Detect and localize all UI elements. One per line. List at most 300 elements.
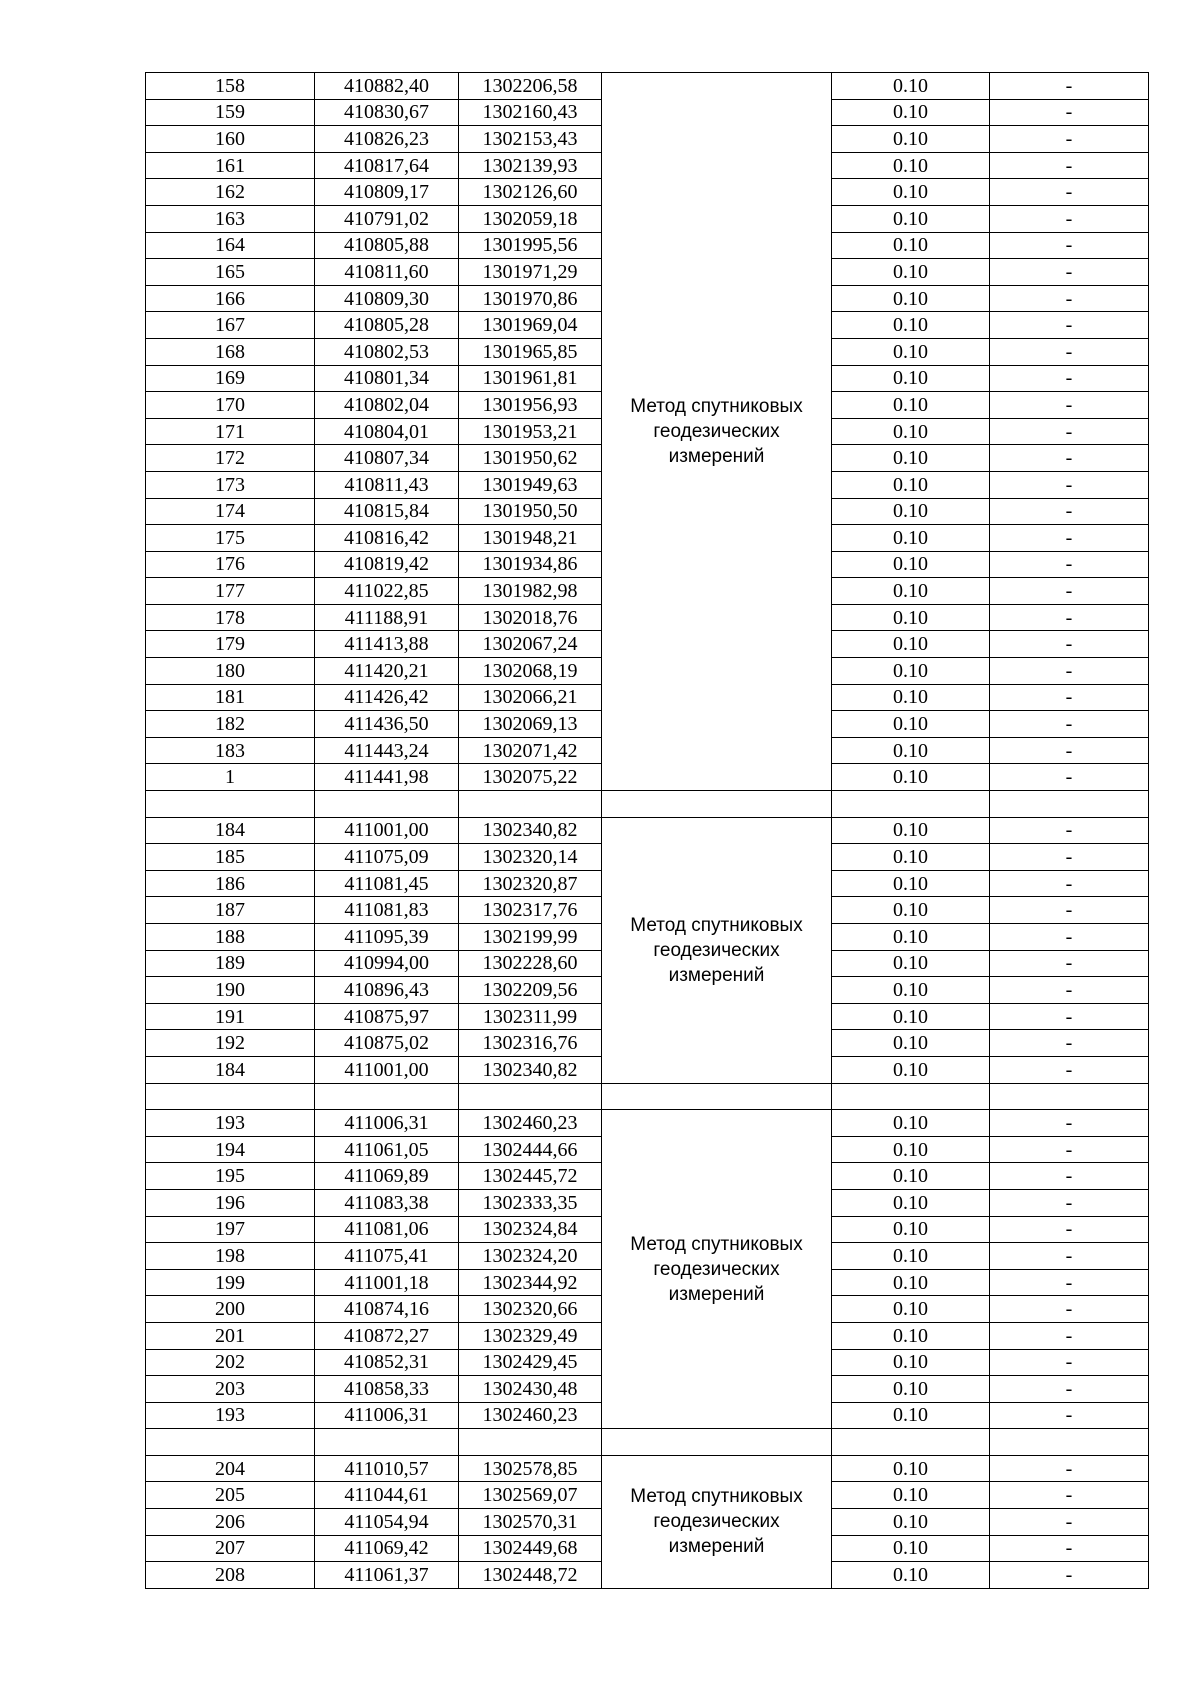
x-coordinate-cell: 411443,24 (315, 737, 459, 764)
empty-cell (146, 1429, 315, 1456)
note-cell: - (990, 1562, 1149, 1589)
y-coordinate-cell: 1302071,42 (459, 737, 602, 764)
point-number-cell: 199 (146, 1269, 315, 1296)
note-cell: - (990, 1189, 1149, 1216)
x-coordinate-cell: 411083,38 (315, 1189, 459, 1216)
point-number-cell: 167 (146, 312, 315, 339)
x-coordinate-cell: 410826,23 (315, 126, 459, 153)
accuracy-cell: 0.10 (832, 73, 990, 100)
method-cell (602, 1110, 832, 1429)
note-cell: - (990, 1243, 1149, 1270)
point-number-cell: 166 (146, 285, 315, 312)
note-cell: - (990, 525, 1149, 552)
point-number-cell: 1 (146, 764, 315, 791)
x-coordinate-cell: 411413,88 (315, 631, 459, 658)
accuracy-cell: 0.10 (832, 1296, 990, 1323)
accuracy-cell: 0.10 (832, 1163, 990, 1190)
y-coordinate-cell: 1302160,43 (459, 99, 602, 126)
point-number-cell: 186 (146, 870, 315, 897)
x-coordinate-cell: 410872,27 (315, 1322, 459, 1349)
x-coordinate-cell: 411001,00 (315, 817, 459, 844)
note-cell: - (990, 844, 1149, 871)
accuracy-cell: 0.10 (832, 179, 990, 206)
accuracy-cell: 0.10 (832, 312, 990, 339)
method-cell (602, 1455, 832, 1588)
table-row (146, 1110, 1149, 1137)
x-coordinate-cell: 411006,31 (315, 1110, 459, 1137)
accuracy-cell: 0.10 (832, 126, 990, 153)
accuracy-cell: 0.10 (832, 1056, 990, 1083)
x-coordinate-cell: 410802,53 (315, 338, 459, 365)
x-coordinate-cell: 410875,02 (315, 1030, 459, 1057)
method-text-line: геодезических (653, 421, 780, 443)
note-cell: - (990, 1322, 1149, 1349)
note-cell: - (990, 1269, 1149, 1296)
point-number-cell: 185 (146, 844, 315, 871)
x-coordinate-cell: 410807,34 (315, 445, 459, 472)
point-number-cell: 187 (146, 897, 315, 924)
y-coordinate-cell: 1301950,62 (459, 445, 602, 472)
method-cell (602, 73, 832, 791)
point-number-cell: 164 (146, 232, 315, 259)
y-coordinate-cell: 1302324,20 (459, 1243, 602, 1270)
x-coordinate-cell: 410791,02 (315, 205, 459, 232)
accuracy-cell: 0.10 (832, 844, 990, 871)
x-coordinate-cell: 411001,00 (315, 1056, 459, 1083)
y-coordinate-cell: 1302444,66 (459, 1136, 602, 1163)
y-coordinate-cell: 1302324,84 (459, 1216, 602, 1243)
x-coordinate-cell: 411069,42 (315, 1535, 459, 1562)
point-number-cell: 188 (146, 924, 315, 951)
y-coordinate-cell: 1302075,22 (459, 764, 602, 791)
method-text-line: Метод спутниковых (630, 1486, 803, 1508)
x-coordinate-cell: 410896,43 (315, 977, 459, 1004)
x-coordinate-cell: 410811,60 (315, 259, 459, 286)
x-coordinate-cell: 411420,21 (315, 658, 459, 685)
note-cell: - (990, 897, 1149, 924)
y-coordinate-cell: 1302317,76 (459, 897, 602, 924)
method-text-line: измерений (668, 1283, 765, 1305)
x-coordinate-cell: 410875,97 (315, 1003, 459, 1030)
note-cell: - (990, 1296, 1149, 1323)
group-separator-row (146, 1429, 1149, 1456)
accuracy-cell: 0.10 (832, 1189, 990, 1216)
y-coordinate-cell: 1302206,58 (459, 73, 602, 100)
accuracy-cell: 0.10 (832, 338, 990, 365)
note-cell: - (990, 1163, 1149, 1190)
point-number-cell: 193 (146, 1402, 315, 1429)
group-separator-row (146, 791, 1149, 818)
note-cell: - (990, 365, 1149, 392)
accuracy-cell: 0.10 (832, 711, 990, 738)
method-text-line: Метод спутниковых (630, 1233, 803, 1255)
note-cell: - (990, 1482, 1149, 1509)
x-coordinate-cell: 411075,41 (315, 1243, 459, 1270)
accuracy-cell: 0.10 (832, 764, 990, 791)
point-number-cell: 183 (146, 737, 315, 764)
note-cell: - (990, 817, 1149, 844)
y-coordinate-cell: 1302460,23 (459, 1110, 602, 1137)
accuracy-cell: 0.10 (832, 1509, 990, 1536)
point-number-cell: 175 (146, 525, 315, 552)
accuracy-cell: 0.10 (832, 1482, 990, 1509)
y-coordinate-cell: 1302209,56 (459, 977, 602, 1004)
y-coordinate-cell: 1301950,50 (459, 498, 602, 525)
x-coordinate-cell: 411436,50 (315, 711, 459, 738)
y-coordinate-cell: 1302445,72 (459, 1163, 602, 1190)
x-coordinate-cell: 410830,67 (315, 99, 459, 126)
point-number-cell: 200 (146, 1296, 315, 1323)
x-coordinate-cell: 411095,39 (315, 924, 459, 951)
method-text-line: Метод спутниковых (630, 914, 803, 936)
empty-cell (602, 1083, 832, 1110)
point-number-cell: 202 (146, 1349, 315, 1376)
point-number-cell: 184 (146, 817, 315, 844)
x-coordinate-cell: 411061,37 (315, 1562, 459, 1589)
y-coordinate-cell: 1302316,76 (459, 1030, 602, 1057)
point-number-cell: 195 (146, 1163, 315, 1190)
point-number-cell: 197 (146, 1216, 315, 1243)
accuracy-cell: 0.10 (832, 365, 990, 392)
empty-cell (602, 1429, 832, 1456)
x-coordinate-cell: 410815,84 (315, 498, 459, 525)
empty-cell (315, 1083, 459, 1110)
empty-cell (146, 1083, 315, 1110)
accuracy-cell: 0.10 (832, 631, 990, 658)
y-coordinate-cell: 1302340,82 (459, 1056, 602, 1083)
note-cell: - (990, 152, 1149, 179)
point-number-cell: 193 (146, 1110, 315, 1137)
note-cell: - (990, 737, 1149, 764)
note-cell: - (990, 471, 1149, 498)
note-cell: - (990, 99, 1149, 126)
x-coordinate-cell: 411441,98 (315, 764, 459, 791)
x-coordinate-cell: 411426,42 (315, 684, 459, 711)
x-coordinate-cell: 411044,61 (315, 1482, 459, 1509)
x-coordinate-cell: 411022,85 (315, 578, 459, 605)
note-cell: - (990, 179, 1149, 206)
accuracy-cell: 0.10 (832, 1136, 990, 1163)
y-coordinate-cell: 1301969,04 (459, 312, 602, 339)
table-row (146, 1455, 1149, 1482)
empty-cell (459, 1083, 602, 1110)
x-coordinate-cell: 410809,17 (315, 179, 459, 206)
method-text-line: измерений (668, 1536, 765, 1558)
x-coordinate-cell: 410882,40 (315, 73, 459, 100)
note-cell: - (990, 977, 1149, 1004)
point-number-cell: 177 (146, 578, 315, 605)
x-coordinate-cell: 411069,89 (315, 1163, 459, 1190)
accuracy-cell: 0.10 (832, 1322, 990, 1349)
accuracy-cell: 0.10 (832, 1535, 990, 1562)
note-cell: - (990, 950, 1149, 977)
x-coordinate-cell: 411081,83 (315, 897, 459, 924)
y-coordinate-cell: 1301970,86 (459, 285, 602, 312)
point-number-cell: 203 (146, 1376, 315, 1403)
accuracy-cell: 0.10 (832, 152, 990, 179)
y-coordinate-cell: 1301965,85 (459, 338, 602, 365)
x-coordinate-cell: 411006,31 (315, 1402, 459, 1429)
note-cell: - (990, 924, 1149, 951)
point-number-cell: 194 (146, 1136, 315, 1163)
accuracy-cell: 0.10 (832, 551, 990, 578)
x-coordinate-cell: 410858,33 (315, 1376, 459, 1403)
empty-cell (990, 1083, 1149, 1110)
point-number-cell: 201 (146, 1322, 315, 1349)
point-number-cell: 165 (146, 259, 315, 286)
note-cell: - (990, 1110, 1149, 1137)
x-coordinate-cell: 410805,88 (315, 232, 459, 259)
x-coordinate-cell: 411081,45 (315, 870, 459, 897)
x-coordinate-cell: 410801,34 (315, 365, 459, 392)
y-coordinate-cell: 1302153,43 (459, 126, 602, 153)
y-coordinate-cell: 1302199,99 (459, 924, 602, 951)
x-coordinate-cell: 410809,30 (315, 285, 459, 312)
accuracy-cell: 0.10 (832, 817, 990, 844)
y-coordinate-cell: 1302228,60 (459, 950, 602, 977)
method-text-line: Метод спутниковых (630, 396, 803, 418)
x-coordinate-cell: 411075,09 (315, 844, 459, 871)
accuracy-cell: 0.10 (832, 232, 990, 259)
note-cell: - (990, 259, 1149, 286)
accuracy-cell: 0.10 (832, 1349, 990, 1376)
method-text-line: геодезических (653, 1511, 780, 1533)
accuracy-cell: 0.10 (832, 658, 990, 685)
y-coordinate-cell: 1301971,29 (459, 259, 602, 286)
point-number-cell: 196 (146, 1189, 315, 1216)
x-coordinate-cell: 410874,16 (315, 1296, 459, 1323)
empty-cell (832, 1083, 990, 1110)
note-cell: - (990, 445, 1149, 472)
point-number-cell: 172 (146, 445, 315, 472)
y-coordinate-cell: 1302311,99 (459, 1003, 602, 1030)
point-number-cell: 198 (146, 1243, 315, 1270)
empty-cell (990, 1429, 1149, 1456)
y-coordinate-cell: 1301956,93 (459, 392, 602, 419)
point-number-cell: 173 (146, 471, 315, 498)
y-coordinate-cell: 1302430,48 (459, 1376, 602, 1403)
y-coordinate-cell: 1302018,76 (459, 604, 602, 631)
accuracy-cell: 0.10 (832, 737, 990, 764)
accuracy-cell: 0.10 (832, 1455, 990, 1482)
x-coordinate-cell: 411188,91 (315, 604, 459, 631)
accuracy-cell: 0.10 (832, 977, 990, 1004)
point-number-cell: 169 (146, 365, 315, 392)
note-cell: - (990, 551, 1149, 578)
y-coordinate-cell: 1301934,86 (459, 551, 602, 578)
empty-cell (459, 791, 602, 818)
note-cell: - (990, 205, 1149, 232)
note-cell: - (990, 232, 1149, 259)
empty-cell (832, 791, 990, 818)
point-number-cell: 190 (146, 977, 315, 1004)
point-number-cell: 206 (146, 1509, 315, 1536)
point-number-cell: 182 (146, 711, 315, 738)
point-number-cell: 184 (146, 1056, 315, 1083)
note-cell: - (990, 1402, 1149, 1429)
method-text-line: измерений (668, 964, 765, 986)
note-cell: - (990, 604, 1149, 631)
accuracy-cell: 0.10 (832, 684, 990, 711)
y-coordinate-cell: 1302126,60 (459, 179, 602, 206)
note-cell: - (990, 684, 1149, 711)
point-number-cell: 181 (146, 684, 315, 711)
note-cell: - (990, 1376, 1149, 1403)
accuracy-cell: 0.10 (832, 392, 990, 419)
y-coordinate-cell: 1301948,21 (459, 525, 602, 552)
accuracy-cell: 0.10 (832, 445, 990, 472)
point-number-cell: 171 (146, 418, 315, 445)
y-coordinate-cell: 1302344,92 (459, 1269, 602, 1296)
x-coordinate-cell: 411001,18 (315, 1269, 459, 1296)
accuracy-cell: 0.10 (832, 1376, 990, 1403)
point-number-cell: 207 (146, 1535, 315, 1562)
method-text-line: измерений (668, 446, 765, 468)
point-number-cell: 208 (146, 1562, 315, 1589)
y-coordinate-cell: 1301949,63 (459, 471, 602, 498)
note-cell: - (990, 711, 1149, 738)
coordinates-table (145, 72, 1149, 1589)
note-cell: - (990, 1136, 1149, 1163)
x-coordinate-cell: 410994,00 (315, 950, 459, 977)
accuracy-cell: 0.10 (832, 870, 990, 897)
accuracy-cell: 0.10 (832, 1243, 990, 1270)
note-cell: - (990, 631, 1149, 658)
y-coordinate-cell: 1301982,98 (459, 578, 602, 605)
point-number-cell: 163 (146, 205, 315, 232)
empty-cell (459, 1429, 602, 1456)
accuracy-cell: 0.10 (832, 1402, 990, 1429)
note-cell: - (990, 578, 1149, 605)
y-coordinate-cell: 1301995,56 (459, 232, 602, 259)
note-cell: - (990, 764, 1149, 791)
method-text-line: геодезических (653, 1258, 780, 1280)
note-cell: - (990, 392, 1149, 419)
point-number-cell: 161 (146, 152, 315, 179)
y-coordinate-cell: 1302460,23 (459, 1402, 602, 1429)
accuracy-cell: 0.10 (832, 897, 990, 924)
note-cell: - (990, 73, 1149, 100)
point-number-cell: 178 (146, 604, 315, 631)
x-coordinate-cell: 410805,28 (315, 312, 459, 339)
empty-cell (315, 791, 459, 818)
empty-cell (315, 1429, 459, 1456)
y-coordinate-cell: 1302320,87 (459, 870, 602, 897)
y-coordinate-cell: 1301953,21 (459, 418, 602, 445)
table-row (146, 817, 1149, 844)
coordinates-table-body (146, 73, 1149, 1589)
accuracy-cell: 0.10 (832, 1110, 990, 1137)
y-coordinate-cell: 1302066,21 (459, 684, 602, 711)
accuracy-cell: 0.10 (832, 1003, 990, 1030)
y-coordinate-cell: 1302448,72 (459, 1562, 602, 1589)
accuracy-cell: 0.10 (832, 285, 990, 312)
accuracy-cell: 0.10 (832, 525, 990, 552)
y-coordinate-cell: 1302069,13 (459, 711, 602, 738)
point-number-cell: 168 (146, 338, 315, 365)
note-cell: - (990, 312, 1149, 339)
note-cell: - (990, 1056, 1149, 1083)
accuracy-cell: 0.10 (832, 471, 990, 498)
accuracy-cell: 0.10 (832, 498, 990, 525)
x-coordinate-cell: 410817,64 (315, 152, 459, 179)
y-coordinate-cell: 1302333,35 (459, 1189, 602, 1216)
point-number-cell: 180 (146, 658, 315, 685)
note-cell: - (990, 1349, 1149, 1376)
accuracy-cell: 0.10 (832, 418, 990, 445)
y-coordinate-cell: 1302320,66 (459, 1296, 602, 1323)
point-number-cell: 192 (146, 1030, 315, 1057)
x-coordinate-cell: 410804,01 (315, 418, 459, 445)
accuracy-cell: 0.10 (832, 1269, 990, 1296)
note-cell: - (990, 338, 1149, 365)
x-coordinate-cell: 411010,57 (315, 1455, 459, 1482)
note-cell: - (990, 870, 1149, 897)
y-coordinate-cell: 1302449,68 (459, 1535, 602, 1562)
y-coordinate-cell: 1302578,85 (459, 1455, 602, 1482)
accuracy-cell: 0.10 (832, 1030, 990, 1057)
x-coordinate-cell: 410816,42 (315, 525, 459, 552)
y-coordinate-cell: 1302329,49 (459, 1322, 602, 1349)
note-cell: - (990, 418, 1149, 445)
y-coordinate-cell: 1302570,31 (459, 1509, 602, 1536)
x-coordinate-cell: 410802,04 (315, 392, 459, 419)
note-cell: - (990, 285, 1149, 312)
x-coordinate-cell: 410819,42 (315, 551, 459, 578)
x-coordinate-cell: 410811,43 (315, 471, 459, 498)
note-cell: - (990, 1030, 1149, 1057)
empty-cell (146, 791, 315, 818)
y-coordinate-cell: 1302340,82 (459, 817, 602, 844)
note-cell: - (990, 1455, 1149, 1482)
point-number-cell: 158 (146, 73, 315, 100)
point-number-cell: 160 (146, 126, 315, 153)
x-coordinate-cell: 410852,31 (315, 1349, 459, 1376)
empty-cell (602, 791, 832, 818)
group-separator-row (146, 1083, 1149, 1110)
accuracy-cell: 0.10 (832, 604, 990, 631)
point-number-cell: 176 (146, 551, 315, 578)
accuracy-cell: 0.10 (832, 950, 990, 977)
y-coordinate-cell: 1302429,45 (459, 1349, 602, 1376)
empty-cell (832, 1429, 990, 1456)
note-cell: - (990, 1216, 1149, 1243)
method-cell (602, 817, 832, 1083)
note-cell: - (990, 1003, 1149, 1030)
note-cell: - (990, 126, 1149, 153)
method-text-line: геодезических (653, 939, 780, 961)
y-coordinate-cell: 1302059,18 (459, 205, 602, 232)
x-coordinate-cell: 411061,05 (315, 1136, 459, 1163)
accuracy-cell: 0.10 (832, 205, 990, 232)
x-coordinate-cell: 411081,06 (315, 1216, 459, 1243)
point-number-cell: 205 (146, 1482, 315, 1509)
accuracy-cell: 0.10 (832, 1562, 990, 1589)
point-number-cell: 189 (146, 950, 315, 977)
x-coordinate-cell: 411054,94 (315, 1509, 459, 1536)
point-number-cell: 170 (146, 392, 315, 419)
note-cell: - (990, 1509, 1149, 1536)
accuracy-cell: 0.10 (832, 1216, 990, 1243)
point-number-cell: 191 (146, 1003, 315, 1030)
accuracy-cell: 0.10 (832, 924, 990, 951)
y-coordinate-cell: 1302569,07 (459, 1482, 602, 1509)
note-cell: - (990, 498, 1149, 525)
y-coordinate-cell: 1302068,19 (459, 658, 602, 685)
y-coordinate-cell: 1301961,81 (459, 365, 602, 392)
point-number-cell: 174 (146, 498, 315, 525)
point-number-cell: 204 (146, 1455, 315, 1482)
